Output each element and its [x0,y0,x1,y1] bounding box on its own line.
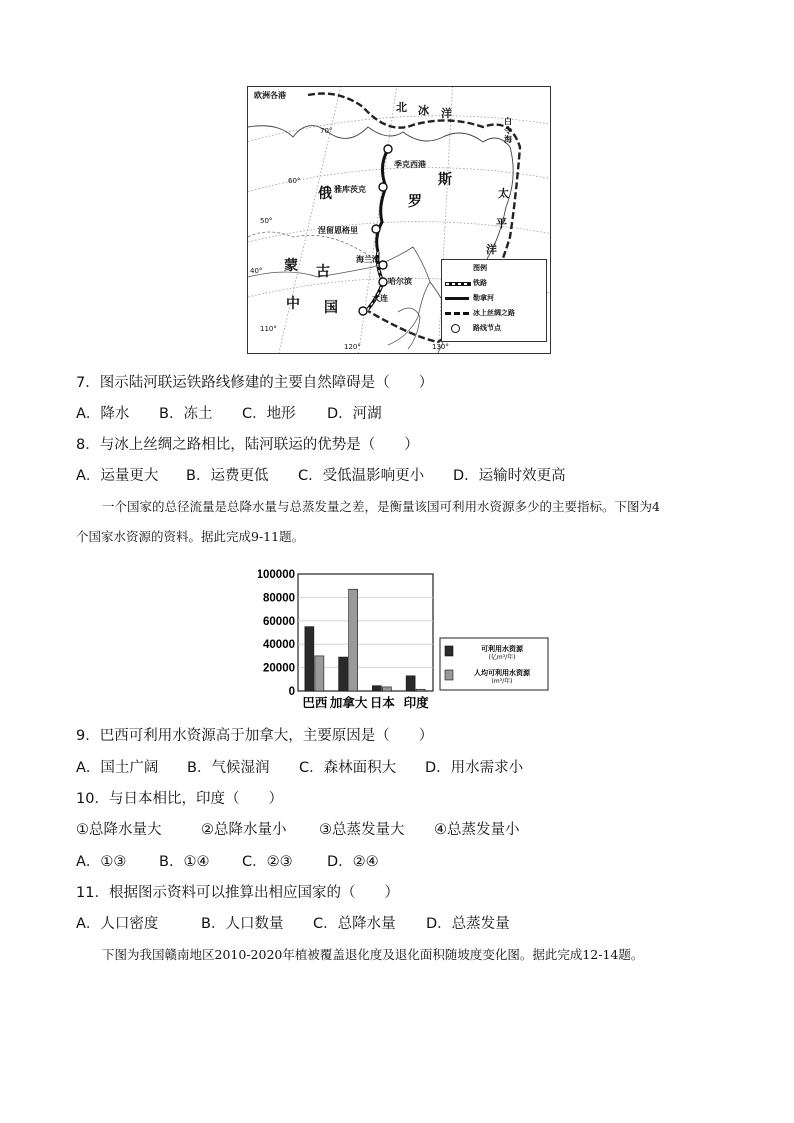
q9-option-c[interactable]: C．森林面积大 [299,760,397,776]
bar-per-capita [349,589,358,691]
legend-series-unit: (m³/年) [491,678,513,685]
bar-per-capita [315,656,324,691]
label-arctic-3: 洋 [441,107,452,120]
x-category-label: 日本 [369,695,395,710]
y-tick-label: 100000 [258,569,295,581]
bar-per-capita [416,689,425,691]
bar-available [372,686,381,691]
label-europe-ports: 欧洲各港 [254,91,286,100]
y-tick-label: 40000 [263,639,295,652]
label-dalian: 大连 [372,294,388,303]
q10-option-b[interactable]: B．①④ [159,854,210,870]
label-bering-sea: 白令海 [504,117,512,144]
label-china-2: 国 [324,300,338,316]
q8-option-a[interactable]: A．运量更大 [76,468,159,484]
q9-option-b[interactable]: B．气候湿润 [187,760,270,776]
q7-option-d[interactable]: D．河湖 [327,406,382,422]
y-tick-label: 60000 [263,615,295,628]
label-lon-130: 130° [432,343,449,351]
x-category-label: 印度 [403,695,429,710]
legend-series-name: 可利用水资源 [481,645,523,653]
y-tick-label: 0 [288,686,295,698]
q11-option-c[interactable]: C．总降水量 [313,916,396,932]
russia-route-map [247,86,551,354]
intro-paragraph-vegetation [76,940,756,970]
q11-stem: 11．根据图示资料可以推算出相应国家的（ ） [76,885,399,901]
q7-stem: 7．图示陆河联运铁路线修建的主要自然障碍是（ ） [76,375,434,391]
map-legend: 图例 铁路 勒拿河 冰上丝绸之路 路线节点 [441,259,547,342]
q8-option-c[interactable]: C．受低温影响更小 [298,468,425,484]
intro-line-1: 一个国家的总径流量是总降水量与总蒸发量之差，是衡量该国可利用水资源多少的主要指标。下图为4 [102,499,660,514]
q10-option-a[interactable]: A．①③ [76,854,127,870]
label-lat-60: 60° [288,177,301,185]
label-yakutsk: 雅库茨克 [334,185,366,194]
label-lon-120: 120° [344,343,361,351]
x-category-label: 巴西 [302,695,328,710]
legend-swatch [445,670,453,680]
label-lat-40: 40° [250,267,263,275]
q11-option-d[interactable]: D．总蒸发量 [426,916,510,932]
bar-per-capita [382,687,391,691]
label-arctic-1: 北 [396,101,407,114]
bar-available [406,676,415,691]
label-neryungri: 涅留恩格里 [318,226,358,235]
legend-series-unit: (亿m³/年) [488,654,516,661]
q7-option-a[interactable]: A．降水 [76,406,130,422]
q11-option-b[interactable]: B．人口数量 [201,916,284,932]
intro-line-2: 个国家水资源的资料。据此完成9-11题。 [76,529,305,544]
river-symbol-icon [445,297,469,300]
label-pacific-3: 洋 [486,243,497,256]
bar-chart-svg [258,566,558,716]
rail-symbol-icon [445,282,471,286]
label-russia-1: 俄 [318,186,332,202]
q7-option-c[interactable]: C．地形 [242,406,296,422]
q9-option-a[interactable]: A．国土广阔 [76,760,159,776]
circle-node-icon [451,324,460,333]
label-pacific-2: 平 [496,217,507,230]
dashed-line-icon [445,312,469,315]
q9-option-d[interactable]: D．用水需求小 [425,760,524,776]
q10-statement-1: ①总降水量大 [76,822,162,838]
y-tick-label: 20000 [263,662,295,675]
label-lat-50: 50° [260,217,273,225]
q10-stem: 10．与日本相比，印度（ ） [76,791,283,807]
legend-series-name: 人均可利用水资源 [474,669,530,677]
label-arctic-2: 冰 [418,104,429,117]
q7-option-b[interactable]: B．冻土 [159,406,213,422]
q8-option-d[interactable]: D．运输时效更高 [453,468,566,484]
water-resources-chart [258,566,558,716]
q10-statement-3: ③总蒸发量大 [319,822,405,838]
q8-option-b[interactable]: B．运费更低 [186,468,269,484]
q9-stem: 9．巴西可利用水资源高于加拿大，主要原因是（ ） [76,728,434,744]
bar-available [339,657,348,691]
label-lon-110: 110° [260,325,277,333]
intro-paragraph-water [76,492,736,552]
bar-available [305,627,314,691]
intro2-line-1: 下图为我国赣南地区2010-2020年植被覆盖退化度及退化面积随坡度变化图。据此完成12-14题。 [102,947,644,962]
label-china-1: 中 [286,296,300,312]
q11-option-a[interactable]: A．人口密度 [76,916,159,932]
q10-option-c[interactable]: C．②③ [242,854,293,870]
y-tick-label: 80000 [263,592,295,605]
label-lat-70: 70° [320,127,333,135]
label-pacific-1: 太 [498,187,509,200]
label-russia-3: 斯 [438,172,452,188]
label-mongolia-1: 蒙 [284,258,298,274]
label-russia-2: 罗 [408,194,422,210]
x-category-label: 加拿大 [329,695,368,710]
label-blagoveshchensk: 海兰泡 [356,255,380,264]
legend-swatch [445,646,453,656]
q10-option-d[interactable]: D．②④ [327,854,379,870]
q10-statement-2: ②总降水量小 [201,822,287,838]
label-tiksi-port: 季克西港 [394,160,426,169]
q8-stem: 8．与冰上丝绸之路相比，陆河联运的优势是（ ） [76,437,419,453]
label-mongolia-2: 古 [316,264,330,280]
q10-statement-4: ④总蒸发量小 [434,822,520,838]
label-harbin: 哈尔滨 [388,277,412,286]
